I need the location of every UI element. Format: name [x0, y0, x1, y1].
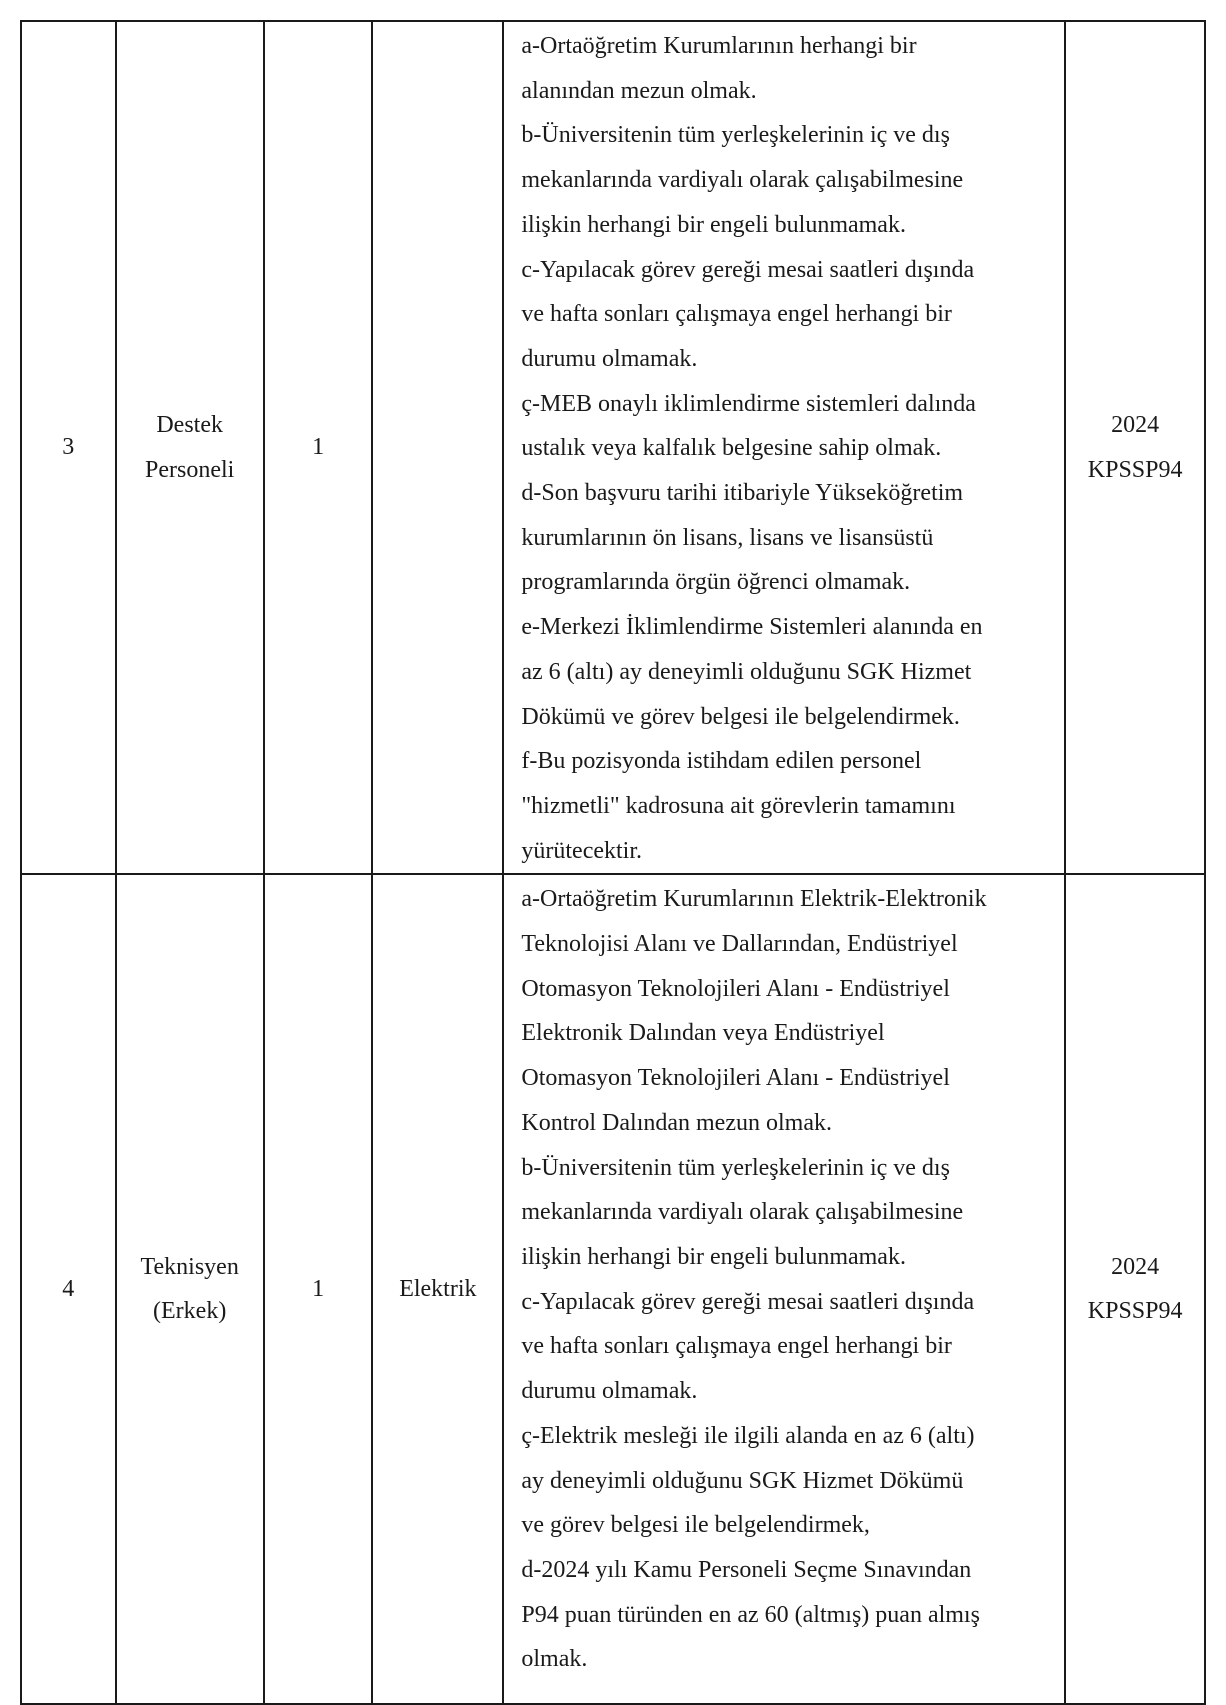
position-count: 1 — [312, 434, 325, 461]
requirement-line: olmak. — [521, 1646, 588, 1673]
requirement-line: durumu olmamak. — [521, 345, 698, 372]
exam-score-type: KPSSP94 — [1087, 456, 1183, 483]
position-title-line: Destek — [156, 411, 223, 438]
row-number-cell — [21, 874, 116, 1704]
requirements-cell — [503, 21, 1065, 874]
row-number: 4 — [62, 1276, 75, 1302]
requirement-line: durumu olmamak. — [521, 1378, 698, 1405]
requirement-line: d-2024 yılı Kamu Personeli Seçme Sınavından — [521, 1556, 972, 1583]
requirement-line: "hizmetli" kadrosuna ait görevlerin tamamını — [521, 792, 956, 819]
requirement-line: ç-Elektrik mesleği ile ilgili alanda en az 6 (altı) — [521, 1422, 975, 1449]
position-title-line: Personeli — [145, 456, 235, 483]
field-cell — [372, 874, 503, 1704]
position-title-line: Teknisyen — [140, 1253, 239, 1280]
requirement-line: a-Ortaöğretim Kurumlarının herhangi bir — [521, 33, 917, 59]
requirement-line: yürütecektir. — [521, 837, 642, 864]
requirement-line: b-Üniversitenin tüm yerleşkelerinin iç ve dış — [521, 1154, 950, 1181]
exam-type-cell — [1065, 21, 1205, 874]
requirement-line: mekanlarında vardiyalı olarak çalışabilmesine — [521, 1199, 964, 1226]
position-count-cell — [264, 874, 373, 1704]
requirement-line: Otomasyon Teknolojileri Alanı - Endüstriyel — [521, 1065, 950, 1092]
requirement-line: Teknolojisi Alanı ve Dallarından, Endüstriyel — [521, 931, 958, 958]
requirement-line: Dökümü ve görev belgesi ile belgelendirmek. — [521, 703, 960, 730]
field-name: Elektrik — [399, 1276, 477, 1302]
requirement-line: Otomasyon Teknolojileri Alanı - Endüstriyel — [521, 975, 950, 1002]
requirement-line: e-Merkezi İklimlendirme Sistemleri alanında en — [521, 614, 983, 641]
requirement-line: a-Ortaöğretim Kurumlarının Elektrik-Elektronik — [521, 886, 987, 913]
requirement-line: mekanlarında vardiyalı olarak çalışabilmesine — [521, 167, 964, 194]
requirement-line: f-Bu pozisyonda istihdam edilen personel — [521, 748, 922, 775]
requirement-line: programlarında örgün öğrenci olmamak. — [521, 569, 911, 596]
requirement-line: ve hafta sonları çalışmaya engel herhangi bir — [521, 301, 952, 328]
exam-score-type: KPSSP94 — [1087, 1298, 1183, 1325]
requirement-line: ve hafta sonları çalışmaya engel herhangi bir — [521, 1333, 952, 1360]
requirement-line: P94 puan türünden en az 60 (altmış) puan almış — [521, 1601, 980, 1628]
row-number-cell — [21, 21, 116, 874]
requirement-line: ve görev belgesi ile belgelendirmek, — [521, 1512, 870, 1539]
exam-type-cell — [1065, 874, 1205, 1704]
position-count-cell — [264, 21, 373, 874]
table-row — [21, 874, 1205, 1704]
row-number: 3 — [62, 434, 75, 461]
requirement-line: ç-MEB onaylı iklimlendirme sistemleri dalında — [521, 390, 976, 417]
requirement-line: ilişkin herhangi bir engeli bulunmamak. — [521, 211, 906, 238]
requirement-line: c-Yapılacak görev gereği mesai saatleri dışında — [521, 1288, 975, 1315]
requirement-line: az 6 (altı) ay deneyimli olduğunu SGK Hizmet — [521, 658, 972, 685]
requirement-line: Elektronik Dalından veya Endüstriyel — [521, 1020, 885, 1047]
exam-year: 2024 — [1111, 411, 1160, 438]
field-cell — [372, 21, 503, 874]
requirement-line: kurumlarının ön lisans, lisans ve lisansüstü — [521, 524, 934, 551]
requirement-line: alanından mezun olmak. — [521, 77, 757, 104]
position-title-cell — [116, 21, 264, 874]
requirements-table — [20, 20, 1206, 1705]
position-count: 1 — [312, 1276, 325, 1302]
requirement-line: ay deneyimli olduğunu SGK Hizmet Dökümü — [521, 1467, 964, 1494]
requirement-line: c-Yapılacak görev gereği mesai saatleri dışında — [521, 256, 975, 283]
requirement-line: b-Üniversitenin tüm yerleşkelerinin iç ve dış — [521, 122, 950, 149]
requirement-line: d-Son başvuru tarihi itibariyle Yükseköğretim — [521, 480, 964, 507]
table-row — [21, 21, 1205, 874]
requirement-line: Kontrol Dalından mezun olmak. — [521, 1109, 832, 1136]
position-title-line: (Erkek) — [153, 1298, 227, 1325]
requirement-line: ustalık veya kalfalık belgesine sahip olmak. — [521, 435, 942, 462]
position-title-cell — [116, 874, 264, 1704]
requirement-line: ilişkin herhangi bir engeli bulunmamak. — [521, 1243, 906, 1270]
requirements-cell — [503, 874, 1065, 1704]
exam-year: 2024 — [1111, 1253, 1160, 1280]
